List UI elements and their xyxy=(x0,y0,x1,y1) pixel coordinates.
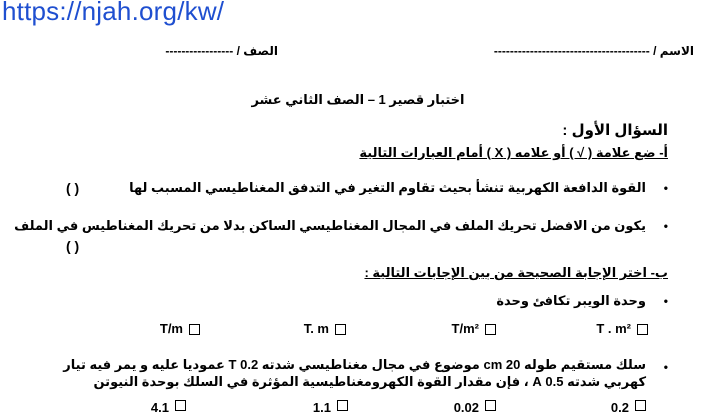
mcq-option[interactable] xyxy=(304,321,346,336)
checkbox-icon[interactable] xyxy=(175,400,186,411)
option-label: 4.1 xyxy=(150,400,169,415)
checkbox-icon[interactable] xyxy=(635,400,646,411)
option-label: 0.02 xyxy=(453,400,479,415)
answer-parentheses[interactable]: ( ) xyxy=(66,238,80,254)
bullet-icon: • xyxy=(663,294,668,308)
bullet-icon: • xyxy=(663,360,668,374)
bullet-icon: • xyxy=(663,181,668,195)
checkbox-icon[interactable] xyxy=(189,324,200,335)
checkbox-icon[interactable] xyxy=(337,400,348,411)
answer-parentheses[interactable]: ( ) xyxy=(66,180,80,196)
option-label: T. m xyxy=(303,321,329,336)
option-label: T/m² xyxy=(451,321,479,336)
mcq-option[interactable] xyxy=(160,321,200,336)
option-label: 1.1 xyxy=(312,400,331,415)
mcq-question-text: وحدة الويبر تكافئ وحدة xyxy=(496,293,646,308)
mcq-question-text-line1: سلك مستقيم طوله 20 cm موضوع في مجال مغناطيسي شدته 0.2 T عموديا عليه و يمر فيه تيار xyxy=(63,357,646,372)
checkbox-icon[interactable] xyxy=(335,324,346,335)
page-title: اختبار قصير 1 – الصف الثاني عشر xyxy=(251,92,465,107)
checkbox-icon[interactable] xyxy=(485,400,496,411)
option-label: T/m xyxy=(159,321,183,336)
part-a-instruction: أ- ضع علامة ( √ ) أو علامه ( X ) أمام العبارات التالية xyxy=(359,145,668,160)
bullet-icon: • xyxy=(663,219,668,233)
statement-text: يكون من الافضل تحريك الملف في المجال المغناطيسي الساكن بدلا من تحريك المغناطيس في الملف xyxy=(14,218,646,233)
mcq-option[interactable] xyxy=(452,321,496,336)
checkbox-icon[interactable] xyxy=(637,324,648,335)
checkbox-icon[interactable] xyxy=(485,324,496,335)
class-field-label: الصف / ----------------- xyxy=(165,44,278,58)
mcq-option[interactable] xyxy=(596,321,648,336)
option-label: 0.2 xyxy=(610,400,629,415)
option-label: T . m² xyxy=(596,321,631,336)
question-heading: السؤال الأول : xyxy=(562,122,668,139)
statement-text: القوة الدافعة الكهربية تنشأ بحيث تقاوم التغير في التدفق المغناطيسي المسبب لها xyxy=(129,180,646,195)
mcq-question-text-line2: كهربي شدته 0.5 A ، فإن مقدار القوة الكهرومغناطيسية المؤثرة في السلك بوحدة النيوتن xyxy=(93,374,646,389)
header-url[interactable]: https://njah.org/kw/ xyxy=(2,0,225,26)
name-field-label: الاسم / --------------------------------------- xyxy=(493,44,694,58)
part-b-instruction: ب- اختر الإجابة الصحيحة من بين الإجابات التالية : xyxy=(364,265,668,280)
